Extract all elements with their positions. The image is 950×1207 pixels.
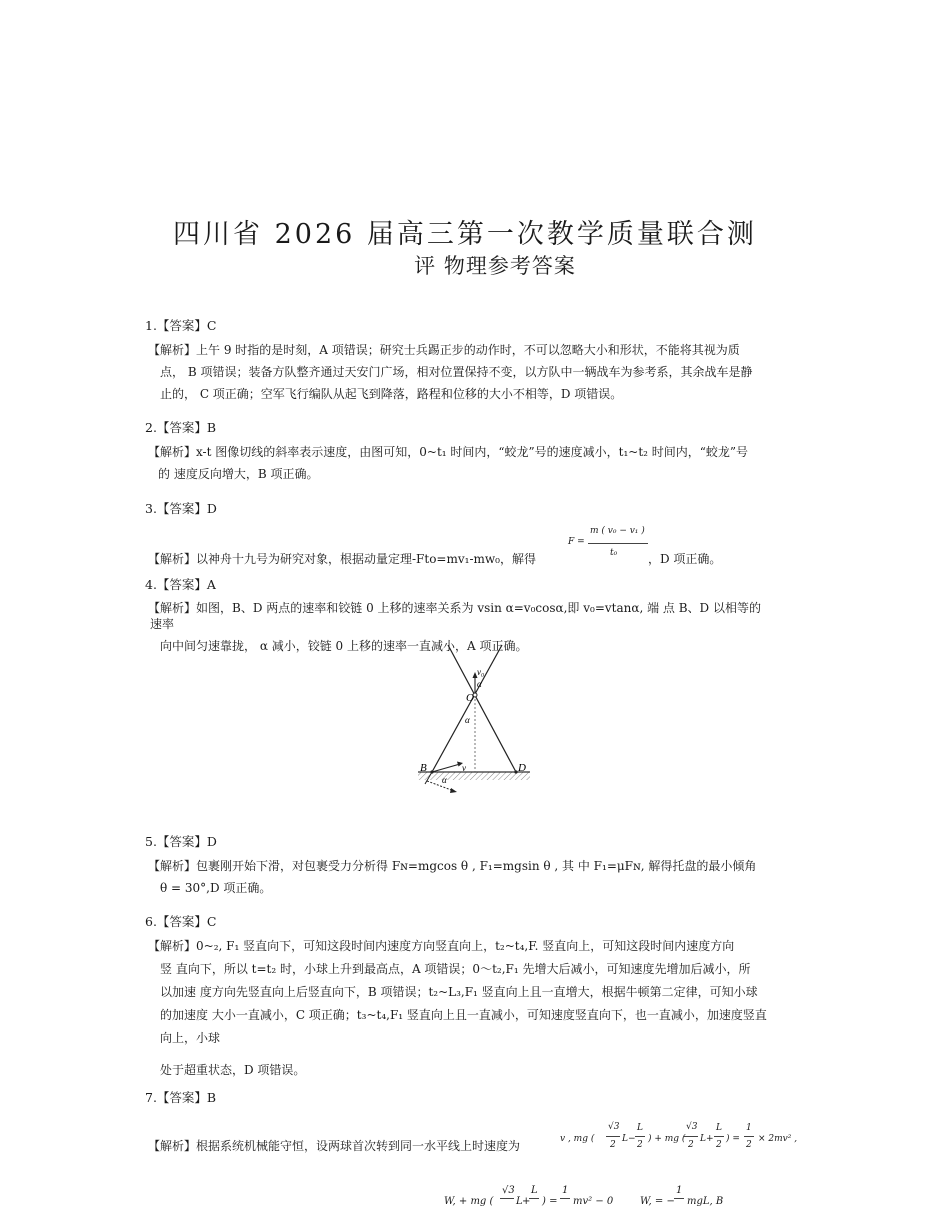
q7-bottom-frac-bar-1 [500, 1198, 514, 1199]
q7-close-eq: ) = [726, 1134, 740, 1144]
q7-sqrt3-b: √3 [686, 1122, 698, 1132]
q4-figure [418, 645, 534, 795]
q7-num-l-2: L [716, 1123, 722, 1133]
ground-hatch [418, 772, 530, 780]
velocity-component [427, 781, 454, 791]
q3-formula [568, 524, 654, 564]
q4-diagram [418, 645, 534, 795]
q3-formula-numerator: m ( v₀ − v₁ ) [590, 526, 645, 536]
q5-explanation-line-1: 【解析】包裹刚开始下滑，对包裹受力分析得 Fɴ=mgcos θ , F₁=mgsin θ , 其 中 F₁=μFɴ, 解得托盘的最小倾角 [148, 859, 757, 873]
q7-bottom-one: 1 [562, 1185, 569, 1196]
rod-to-d [448, 645, 516, 772]
point-b [430, 770, 433, 773]
q7-bottom-one-b: 1 [676, 1185, 683, 1196]
q7-den-4: 2 [716, 1140, 722, 1150]
q7-times-2mv2: × 2mv² , [758, 1134, 798, 1144]
q3-answer: 3.【答案】D [145, 501, 217, 516]
q7-bottom-frac-bar-2 [529, 1198, 539, 1199]
page-subtitle: 评 物理参考答案 [414, 254, 576, 278]
q7-plus: + [706, 1134, 714, 1144]
q6-explanation-line-4: 的加速度 大小一直减小，C 项正确；t₃~t₄,F₁ 竖直向上且一直减小，可知速度竖直向下，也一直减小，加速度竖直 [160, 1008, 767, 1022]
label-b: B [420, 762, 427, 774]
q6-explanation-line-6: 处于超重状态，D 项错误。 [160, 1063, 306, 1077]
q7-bottom-num-l: L [531, 1185, 538, 1196]
q4-explanation-line-3: 向中间匀速靠拢， α 减小，铰链 0 上移的速率一直减小，A 项正确。 [160, 639, 528, 653]
q7-bottom-part-c: mv² − 0 [573, 1196, 614, 1207]
q2-explanation-line-2: 的 速度反向增大，B 项正确。 [158, 467, 319, 481]
q1-explanation-line-2: 点， B 项错误；装备方队整齐通过天安门广场，相对位置保持不变，以方队中一辆战车为参考系，其余战车是静 [160, 365, 753, 379]
q3-explanation-suffix: ，D 项正确。 [648, 552, 722, 566]
q6-explanation-line-2: 竖 直向下，所以 t=t₂ 时，小球上升到最高点，A 项错误；0～t₂,F₁ 先增大后减小，可知速度先增加后减小，所 [160, 962, 751, 976]
q7-l-1: L [622, 1134, 628, 1144]
page-title: 四川省 2026 届高三第一次教学质量联合测 [173, 219, 757, 250]
q7-bottom-l: L [516, 1196, 523, 1207]
q7-answer: 7.【答案】B [145, 1090, 217, 1105]
q7-frac-bar-4 [714, 1136, 724, 1137]
q3-formula-denominator: t₀ [610, 548, 618, 558]
q7-den-3: 2 [688, 1140, 694, 1150]
q6-explanation-line-5: 向上，小球 [160, 1031, 221, 1045]
q2-answer: 2.【答案】B [145, 420, 217, 435]
q7-den-2: 2 [637, 1140, 643, 1150]
label-o: O [466, 692, 474, 704]
q4-explanation-line-1: 【解析】如图，B、D 两点的速率和铰链 0 上移的速率关系为 vsin α=v₀cosα,即 v₀=vtanα, 端 点 B、D 以相等的 [148, 601, 761, 615]
component-arrowhead [450, 788, 457, 793]
label-alpha-mid: α [465, 715, 470, 725]
q7-bottom-part-e: mgL, B [687, 1196, 724, 1207]
q7-bottom-part-d: W, = − [640, 1196, 675, 1207]
q7-bottom-plus: + [522, 1196, 531, 1207]
label-v0: v₀ [477, 667, 485, 677]
q7-formula [560, 1118, 810, 1166]
q7-frac-bar-5 [744, 1136, 754, 1137]
q7-bottom-formula [444, 1185, 744, 1207]
q2-explanation-line-1: 【解析】x-t 图像切线的斜率表示速度，由图可知，0~t₁ 时间内，“蛟龙”号的速度减小，t₁~t₂ 时间内，“蛟龙”号 [148, 445, 749, 459]
q4-explanation-line-2: 速率 [150, 617, 175, 631]
q7-close-plus: ) + mg ( [648, 1134, 686, 1144]
q7-frac-bar-1 [606, 1136, 620, 1137]
q1-explanation-line-1: 【解析】上午 9 时指的是时刻，A 项错误；研究士兵踢正步的动作时，不可以忽略大小和形状，不能将其视为质 [148, 343, 740, 357]
q7-den-1: 2 [610, 1140, 616, 1150]
label-alpha-bottom: α [442, 775, 447, 785]
q7-den-5: 2 [746, 1140, 752, 1150]
q5-answer: 5.【答案】D [145, 834, 217, 849]
q7-num-l-1: L [637, 1123, 643, 1133]
q7-l-2: L [700, 1134, 706, 1144]
q4-answer: 4.【答案】A [145, 577, 216, 592]
q7-bottom-part-b: ) = [542, 1196, 558, 1207]
q7-frac-bar-2 [635, 1136, 645, 1137]
q5-explanation-line-2: θ = 30°,D 项正确。 [160, 881, 272, 895]
q7-minus: − [628, 1134, 636, 1144]
q7-bottom-sqrt3: √3 [502, 1185, 515, 1196]
q7-explanation-prefix: 【解析】根据系统机械能守恒，设两球首次转到同一水平线上时速度为 [148, 1139, 521, 1153]
q1-answer: 1.【答案】C [145, 318, 217, 333]
q1-explanation-line-3: 止的， C 项正确；空军飞行编队从起飞到降落，路程和位移的大小不相等，D 项错误。 [160, 387, 623, 401]
q7-num-one: 1 [746, 1123, 752, 1133]
label-d: D [518, 762, 526, 774]
rod-to-b [432, 645, 502, 772]
q3-fraction-bar [588, 543, 648, 544]
q6-explanation-line-3: 以加速 度方向先竖直向上后竖直向下，B 项错误；t₂~L₃,F₁ 竖直向上且一直增大，根据牛顿第二定律，可知小球 [160, 985, 758, 999]
q7-frac-bar-3 [684, 1136, 698, 1137]
q7-bottom-frac-bar-4 [674, 1198, 684, 1199]
q3-explanation-prefix: 【解析】以神舟十九号为研究对象，根据动量定理-Fto=mv₁-mw₀，解得 [148, 552, 536, 566]
q6-explanation-line-1: 【解析】0~₂, F₁ 竖直向下，可知这段时间内速度方向竖直向上，t₂~t₄,F. 竖直向上，可知这段时间内速度方向 [148, 939, 735, 953]
label-alpha-top: α [477, 679, 482, 689]
q7-bottom-frac-bar-3 [560, 1198, 570, 1199]
q7-sqrt3-a: √3 [608, 1122, 620, 1132]
q6-answer: 6.【答案】C [145, 914, 217, 929]
label-v: v [462, 763, 466, 773]
q7-bottom-part-a: W, + mg ( [444, 1196, 494, 1207]
q3-formula-lhs: F = [568, 537, 585, 547]
q7-formula-part-a: v , mg ( [560, 1134, 595, 1144]
